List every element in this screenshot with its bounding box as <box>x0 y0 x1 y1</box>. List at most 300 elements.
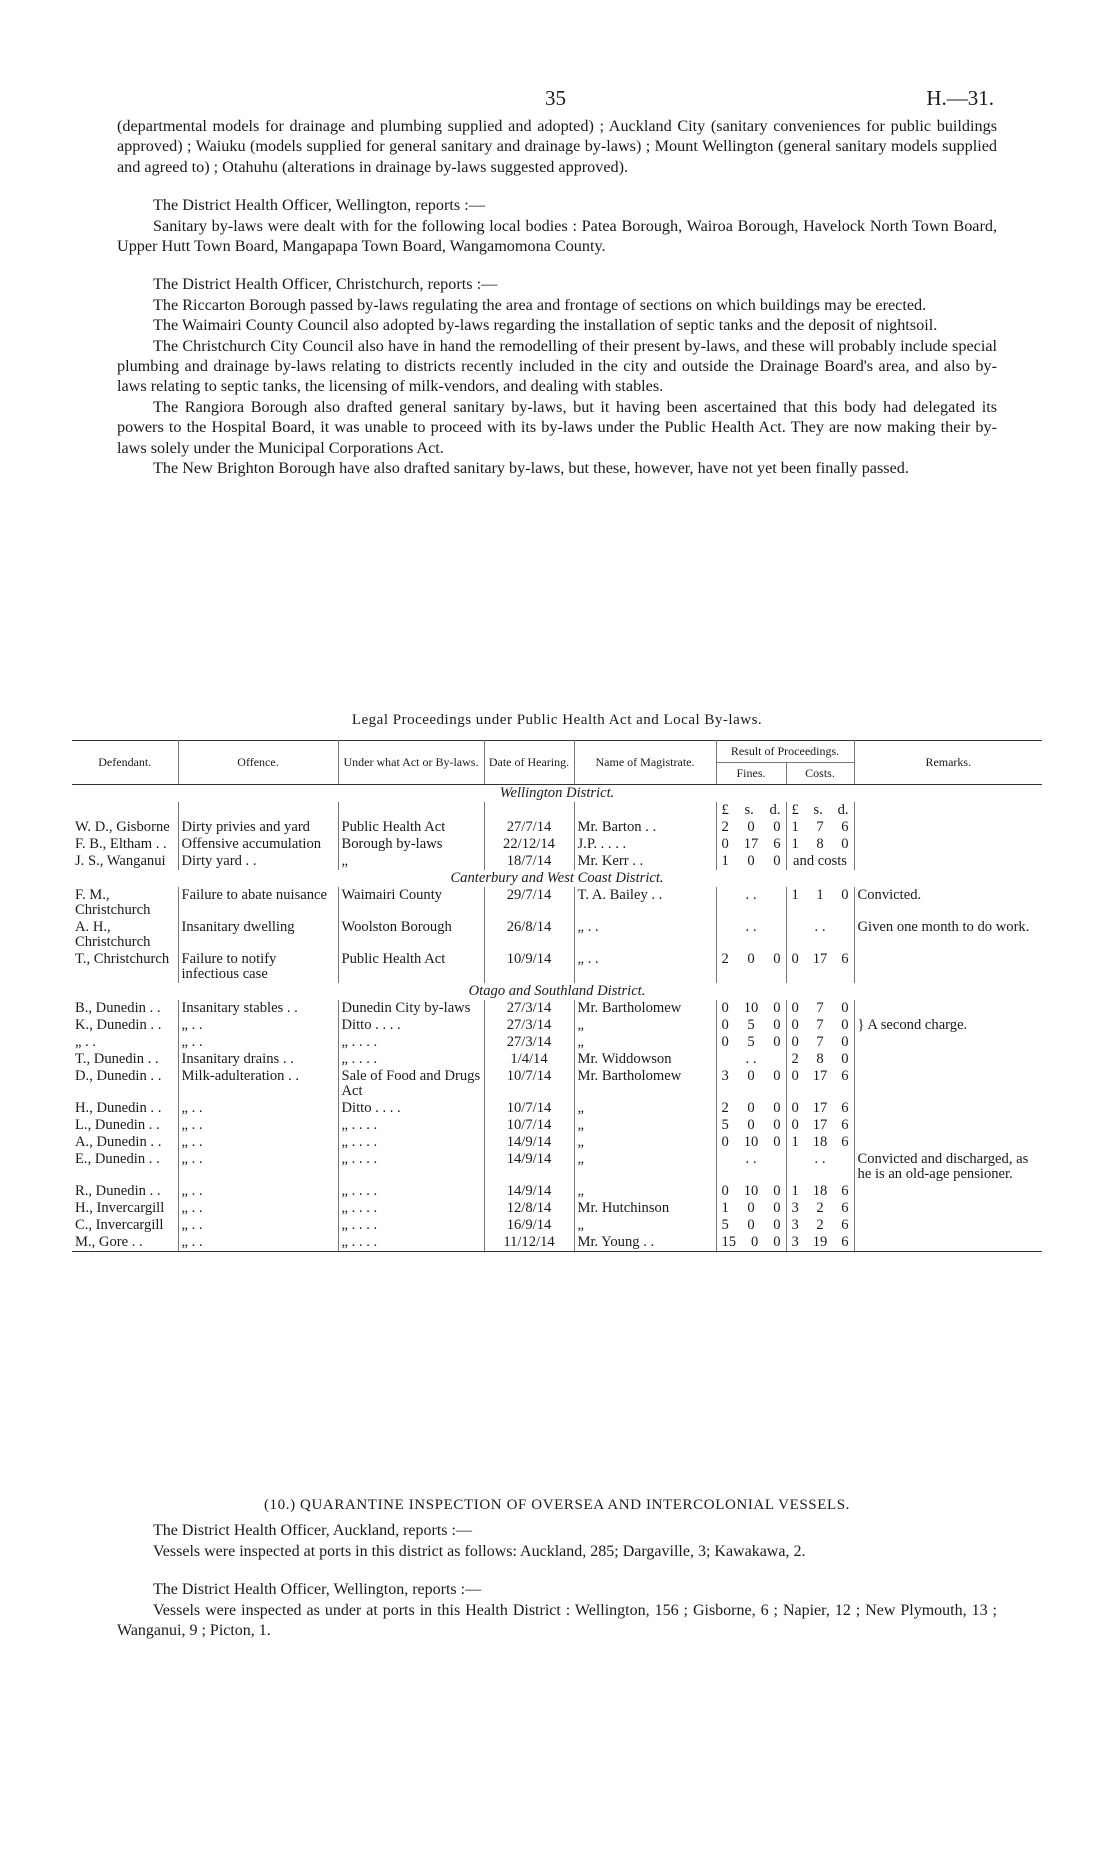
cell-costs <box>786 1234 854 1252</box>
unit-label: £ <box>791 802 799 818</box>
amount-part: 0 <box>773 1217 781 1233</box>
section-title: (10.) QUARANTINE INSPECTION OF OVERSEA AND INTERCOLONIAL VESSELS. <box>263 1497 851 1513</box>
cell-defendant: J. S., Wanganui <box>75 853 166 869</box>
cell-magistrate: Mr. Barton . . <box>574 819 716 836</box>
amount-part: 17 <box>743 836 759 852</box>
amount-part: 0 <box>773 951 781 967</box>
amount-part: 0 <box>841 1034 849 1050</box>
amount-part: 19 <box>812 1234 828 1250</box>
amount-part: 5 <box>747 1034 755 1050</box>
cell-act: „ . . . . <box>338 1183 484 1200</box>
cell-fines <box>716 1000 786 1017</box>
amount-part: 0 <box>791 1017 799 1033</box>
cell-act: Public Health Act <box>338 819 484 836</box>
amount-part: 7 <box>816 1017 824 1033</box>
units-cell <box>574 802 716 819</box>
amount-part: 15 <box>721 1234 737 1250</box>
table-row <box>72 1117 1042 1134</box>
amount-part: 17 <box>812 1068 828 1084</box>
table-row <box>72 1134 1042 1151</box>
cell-remarks <box>854 819 1042 836</box>
cell-date: 27/3/14 <box>484 1000 574 1017</box>
cell-act: Public Health Act <box>338 951 484 983</box>
district-heading-row <box>72 785 1042 803</box>
cell-date: 26/8/14 <box>484 919 574 951</box>
cell-remarks <box>854 1134 1042 1151</box>
cell-act: „ . . . . <box>338 1117 484 1134</box>
amount-part: 0 <box>773 853 781 869</box>
amount-part: 0 <box>721 1034 729 1050</box>
cell-fines <box>716 1234 786 1252</box>
cell-offence: „ . . <box>178 1200 338 1217</box>
cell-fines <box>716 1134 786 1151</box>
amount-part: 2 <box>791 1051 799 1067</box>
cell-fines <box>716 1183 786 1200</box>
cell-costs <box>786 951 854 983</box>
cell-magistrate: „ <box>574 1134 716 1151</box>
amount-part: 0 <box>751 1234 759 1250</box>
cell-offence: Milk-adulteration . . <box>178 1068 338 1100</box>
cell-magistrate: „ . . <box>574 951 716 983</box>
amount-part: 0 <box>721 1134 729 1150</box>
cell-costs <box>786 1000 854 1017</box>
cell-offence: Insanitary stables . . <box>178 1000 338 1017</box>
col-costs: Costs. <box>786 763 854 785</box>
amount-part: 0 <box>747 1100 755 1116</box>
amount-part: 1 <box>791 887 799 903</box>
cell-date: 1/4/14 <box>484 1051 574 1068</box>
col-date: Date of Hearing. <box>484 741 574 785</box>
cell-date: 14/9/14 <box>484 1151 574 1183</box>
cell-magistrate: „ <box>574 1217 716 1234</box>
cell-remarks <box>854 1234 1042 1252</box>
cell-fines <box>716 1117 786 1134</box>
cell-magistrate: Mr. Widdowson <box>574 1051 716 1068</box>
amount-part: 0 <box>773 1017 781 1033</box>
cell-fines: . . <box>716 919 786 951</box>
cell-magistrate: Mr. Kerr . . <box>574 853 716 870</box>
table-row <box>72 1183 1042 1200</box>
cell-offence: Insanitary dwelling <box>178 919 338 951</box>
cell-magistrate: J.P. . . . . <box>574 836 716 853</box>
amount-part: 0 <box>721 1000 729 1016</box>
cell-offence: Insanitary drains . . <box>178 1051 338 1068</box>
table-row <box>72 1200 1042 1217</box>
cell-magistrate: „ <box>574 1117 716 1134</box>
cell-fines <box>716 836 786 853</box>
cell-act: „ . . . . <box>338 1134 484 1151</box>
cell-date: 10/7/14 <box>484 1100 574 1117</box>
cell-date: 11/12/14 <box>484 1234 574 1252</box>
cell-date: 27/3/14 <box>484 1034 574 1051</box>
table-row <box>72 1034 1042 1051</box>
amount-part: 7 <box>816 1034 824 1050</box>
amount-part: 2 <box>721 1100 729 1116</box>
amount-part: 0 <box>791 1000 799 1016</box>
amount-part: 1 <box>791 836 799 852</box>
cell-costs <box>786 836 854 853</box>
amount-part: 0 <box>773 1000 781 1016</box>
cell-remarks <box>854 951 1042 983</box>
paragraph: The New Brighton Borough have also drafted sanitary by-laws, but these, however, have not yet been finally passed. <box>153 459 909 478</box>
cell-offence: Dirty yard . . <box>178 853 338 870</box>
by-laws-section <box>117 116 997 479</box>
amount-part: 1 <box>791 1183 799 1199</box>
cell-date: 29/7/14 <box>484 887 574 919</box>
amount-part: 18 <box>812 1134 828 1150</box>
amount-part: 6 <box>841 1117 849 1133</box>
amount-part: 0 <box>791 1117 799 1133</box>
amount-part: 5 <box>721 1217 729 1233</box>
cell-remarks <box>854 1034 1042 1051</box>
cell-act: „ . . . . <box>338 1200 484 1217</box>
cell-remarks <box>854 1100 1042 1117</box>
amount-part: 7 <box>816 819 824 835</box>
cell-defendant: T., Dunedin . . <box>75 1051 159 1067</box>
table-row <box>72 951 1042 983</box>
cell-magistrate: Mr. Bartholomew <box>574 1068 716 1100</box>
cell-magistrate: „ . . <box>574 919 716 951</box>
amount-part: 7 <box>816 1000 824 1016</box>
cell-fines <box>716 853 786 870</box>
cell-defendant: R., Dunedin . . <box>75 1183 161 1199</box>
cell-defendant: H., Invercargill <box>75 1200 165 1216</box>
cell-magistrate: Mr. Young . . <box>574 1234 716 1252</box>
col-magistrate: Name of Magistrate. <box>574 741 716 785</box>
amount-part: 0 <box>773 1034 781 1050</box>
cell-remarks <box>854 853 1042 870</box>
cell-magistrate: Mr. Bartholomew <box>574 1000 716 1017</box>
cell-date: 27/7/14 <box>484 819 574 836</box>
cell-offence: „ . . <box>178 1234 338 1252</box>
cell-act: „ . . . . <box>338 1051 484 1068</box>
cell-defendant: F. M., Christchurch <box>75 887 151 918</box>
amount-part: 0 <box>747 1217 755 1233</box>
cell-fines: . . <box>716 887 786 919</box>
amount-part: 8 <box>816 1051 824 1067</box>
cell-costs <box>786 1068 854 1100</box>
amount-part: 6 <box>841 1200 849 1216</box>
cell-fines <box>716 819 786 836</box>
amount-part: 5 <box>721 1117 729 1133</box>
cell-magistrate: „ <box>574 1100 716 1117</box>
amount-part: 0 <box>721 836 729 852</box>
amount-part: 3 <box>791 1200 799 1216</box>
table-row <box>72 1017 1042 1034</box>
cell-remarks <box>854 1068 1042 1100</box>
paragraph: The Riccarton Borough passed by-laws regulating the area and frontage of sections on which buildings may be erected. <box>153 295 927 314</box>
cell-act: „ . . . . <box>338 1034 484 1051</box>
unit-label: s. <box>744 802 754 818</box>
cell-date: 18/7/14 <box>484 853 574 870</box>
district-heading: Wellington District. <box>499 785 615 801</box>
cell-date: 12/8/14 <box>484 1200 574 1217</box>
cell-remarks <box>854 836 1042 853</box>
cell-defendant: T., Christchurch <box>75 951 170 967</box>
col-result: Result of Proceedings. <box>716 741 854 763</box>
cell-costs: . . <box>786 919 854 951</box>
paragraph: The District Health Officer, Wellington, reports :— <box>153 1581 482 1599</box>
unit-label: d. <box>837 802 849 818</box>
amount-part: 6 <box>841 819 849 835</box>
paragraph: Sanitary by-laws were dealt with for the following local bodies : Patea Borough, Wairoa Borough, Havelock North Town Board, Upper Hutt Town Board, Mangapapa Town Board, Wangamomona County. <box>117 216 997 256</box>
paragraph: (departmental models for drainage and plumbing supplied and adopted) ; Auckland City (sanitary conveniences for public buildings approved) ; Waiuku (models supplied for general sanitary and drainage by-laws) ; Mount Wellington (general sanitary models supplied and agreed to) ; Otahuhu (alterations in drainage by-laws suggested approved). <box>117 117 997 176</box>
cell-fines <box>716 1034 786 1051</box>
cell-offence: „ . . <box>178 1100 338 1117</box>
cell-offence: „ . . <box>178 1151 338 1183</box>
cell-costs <box>786 1217 854 1234</box>
unit-label: £ <box>721 802 729 818</box>
cell-act: „ <box>338 853 484 870</box>
table-row <box>72 1100 1042 1117</box>
cell-offence: Failure to abate nuisance <box>178 887 338 919</box>
amount-part: 0 <box>773 1183 781 1199</box>
cell-act: Borough by-laws <box>338 836 484 853</box>
table-row <box>72 836 1042 853</box>
cell-date: 10/7/14 <box>484 1117 574 1134</box>
amount-part: 6 <box>841 1100 849 1116</box>
amount-part: 17 <box>812 1117 828 1133</box>
cell-defendant: H., Dunedin . . <box>75 1100 162 1116</box>
amount-part: 6 <box>841 1183 849 1199</box>
units-cell <box>854 802 1042 819</box>
cell-defendant: A., Dunedin . . <box>75 1134 162 1150</box>
amount-part: 0 <box>747 1068 755 1084</box>
cell-date: 10/7/14 <box>484 1068 574 1100</box>
cell-fines <box>716 1100 786 1117</box>
amount-part: 0 <box>773 819 781 835</box>
cell-remarks: Given one month to do work. <box>854 919 1042 951</box>
cell-magistrate: „ <box>574 1034 716 1051</box>
cell-magistrate: „ <box>574 1017 716 1034</box>
cell-offence: „ . . <box>178 1017 338 1034</box>
cell-remarks: Convicted. <box>854 887 1042 919</box>
amount-part: 0 <box>747 853 755 869</box>
cell-act: Ditto . . . . <box>338 1100 484 1117</box>
amount-part: 0 <box>773 1068 781 1084</box>
amount-part: 0 <box>773 1200 781 1216</box>
table-header-row <box>72 741 1042 763</box>
paragraph: The Christchurch City Council also have in hand the remodelling of their present by-laws, and these will probably include special plumbing and drainage by-laws relating to districts recently included in the city and outside the Drainage Board's area, and also by-laws relating to septic tanks, the licensing of milk-vendors, and dealing with stables. <box>117 336 997 396</box>
cell-offence: Failure to notify infectious case <box>178 951 338 983</box>
units-cell <box>72 802 178 819</box>
amount-part: 2 <box>816 1217 824 1233</box>
cell-costs <box>786 1134 854 1151</box>
amount-part: 0 <box>841 1051 849 1067</box>
cell-fines <box>716 1068 786 1100</box>
table-row <box>72 1051 1042 1068</box>
amount-part: 0 <box>721 1183 729 1199</box>
amount-part: 0 <box>841 836 849 852</box>
cell-costs <box>786 1183 854 1200</box>
cell-offence: „ . . <box>178 1117 338 1134</box>
cell-fines <box>716 1200 786 1217</box>
amount-part: 1 <box>791 819 799 835</box>
cell-date: 14/9/14 <box>484 1134 574 1151</box>
table-row <box>72 819 1042 836</box>
district-heading: Canterbury and West Coast District. <box>450 870 664 886</box>
amount-part: 0 <box>841 1017 849 1033</box>
cell-fines <box>716 951 786 983</box>
table-row <box>72 887 1042 919</box>
amount-part: 0 <box>747 819 755 835</box>
amount-part: 3 <box>791 1234 799 1250</box>
amount-part: 1 <box>721 853 729 869</box>
cell-magistrate: „ <box>574 1183 716 1200</box>
amount-part: 0 <box>791 951 799 967</box>
amount-part: 0 <box>721 1017 729 1033</box>
cell-remarks <box>854 1051 1042 1068</box>
cell-offence: Dirty privies and yard <box>178 819 338 836</box>
cell-fines: . . <box>716 1051 786 1068</box>
cell-defendant: M., Gore . . <box>72 1234 178 1252</box>
amount-part: 3 <box>791 1217 799 1233</box>
cell-defendant: B., Dunedin . . <box>75 1000 161 1016</box>
cell-date: 14/9/14 <box>484 1183 574 1200</box>
amount-part: 3 <box>721 1068 729 1084</box>
cell-defendant: C., Invercargill <box>75 1217 164 1233</box>
cell-costs <box>786 1100 854 1117</box>
cell-remarks <box>854 1200 1042 1217</box>
col-remarks: Remarks. <box>854 741 1042 785</box>
cell-offence: „ . . <box>178 1034 338 1051</box>
cell-costs <box>786 1034 854 1051</box>
unit-label: s. <box>813 802 823 818</box>
cell-date: 10/9/14 <box>484 951 574 983</box>
district-heading: Otago and Southland District. <box>468 983 646 999</box>
document-reference: H.—31. <box>926 86 994 110</box>
amount-part: 18 <box>812 1183 828 1199</box>
paragraph: The Waimairi County Council also adopted by-laws regarding the installation of septic tanks and the deposit of nightsoil. <box>153 316 938 335</box>
table-row <box>72 919 1042 951</box>
cell-defendant: F. B., Eltham . . <box>75 836 167 852</box>
cell-magistrate: „ <box>574 1151 716 1183</box>
district-heading-row <box>72 983 1042 1000</box>
cell-remarks: } A second charge. <box>854 1017 1042 1034</box>
cell-defendant: „ . . <box>75 1034 97 1050</box>
amount-part: 10 <box>743 1183 759 1199</box>
cell-act: Woolston Borough <box>338 919 484 951</box>
cell-remarks <box>854 1217 1042 1234</box>
table-row <box>72 1151 1042 1183</box>
cell-defendant: K., Dunedin . . <box>75 1017 162 1033</box>
amount-part: 2 <box>816 1200 824 1216</box>
units-row <box>72 802 1042 819</box>
table-row <box>72 1217 1042 1234</box>
cell-offence: „ . . <box>178 1217 338 1234</box>
cell-remarks <box>854 1117 1042 1134</box>
units-cell <box>786 802 854 819</box>
cell-fines <box>716 1017 786 1034</box>
cell-act: „ . . . . <box>338 1151 484 1183</box>
cell-act: Sale of Food and Drugs Act <box>338 1068 484 1100</box>
cell-costs <box>786 1051 854 1068</box>
district-heading-row <box>72 870 1042 887</box>
page-number: 35 <box>545 86 566 110</box>
col-fines: Fines. <box>716 763 786 785</box>
amount-part: 0 <box>791 1034 799 1050</box>
amount-part: 6 <box>841 1234 849 1250</box>
cell-date: 27/3/14 <box>484 1017 574 1034</box>
cell-fines: . . <box>716 1151 786 1183</box>
table-row <box>72 1234 1042 1252</box>
amount-part: 0 <box>747 1117 755 1133</box>
units-cell <box>338 802 484 819</box>
quarantine-section <box>117 1495 997 1641</box>
cell-date: 22/12/14 <box>484 836 574 853</box>
amount-part: 1 <box>791 1134 799 1150</box>
cell-costs: and costs <box>786 853 854 870</box>
amount-part: 17 <box>812 1100 828 1116</box>
amount-part: 0 <box>773 1134 781 1150</box>
amount-part: 2 <box>721 819 729 835</box>
amount-part: 6 <box>841 951 849 967</box>
cell-costs <box>786 1017 854 1034</box>
cell-remarks <box>854 1000 1042 1017</box>
cell-defendant: A. H., Christchurch <box>75 919 151 950</box>
cell-magistrate: T. A. Bailey . . <box>574 887 716 919</box>
units-cell <box>716 802 786 819</box>
cell-costs <box>786 819 854 836</box>
amount-part: 0 <box>773 1100 781 1116</box>
amount-part: 0 <box>747 1200 755 1216</box>
cell-magistrate: Mr. Hutchinson <box>574 1200 716 1217</box>
cell-offence: „ . . <box>178 1183 338 1200</box>
amount-part: 2 <box>721 951 729 967</box>
table-body <box>72 785 1042 1252</box>
cell-costs <box>786 1200 854 1217</box>
amount-part: 5 <box>747 1017 755 1033</box>
amount-part: 10 <box>743 1134 759 1150</box>
cell-defendant: L., Dunedin . . <box>75 1117 160 1133</box>
amount-part: 0 <box>773 1117 781 1133</box>
cell-act: „ . . . . <box>338 1234 484 1252</box>
amount-part: 6 <box>773 836 781 852</box>
cell-act: Dunedin City by-laws <box>338 1000 484 1017</box>
units-cell <box>178 802 338 819</box>
table-row <box>72 853 1042 870</box>
table-row <box>72 1000 1042 1017</box>
cell-defendant: E., Dunedin . . <box>75 1151 160 1167</box>
cell-date: 16/9/14 <box>484 1217 574 1234</box>
cell-remarks: Convicted and discharged, as he is an old-age pensioner. <box>854 1151 1042 1183</box>
cell-fines <box>716 1217 786 1234</box>
table-title: Legal Proceedings under Public Health Act and Local By-laws. <box>351 712 763 728</box>
amount-part: 6 <box>841 1134 849 1150</box>
col-offence: Offence. <box>178 741 338 785</box>
cell-act: „ . . . . <box>338 1217 484 1234</box>
units-cell <box>484 802 574 819</box>
paragraph: The Rangiora Borough also drafted general sanitary by-laws, but it having been ascertained that this body had delegated its powers to the Hospital Board, it was unable to proceed with its by-laws under the Public Health Act. They are now making their by-laws solely under the Municipal Corporations Act. <box>117 397 997 457</box>
cell-costs <box>786 1117 854 1134</box>
table-row <box>72 1068 1042 1100</box>
cell-act: Waimairi County <box>338 887 484 919</box>
paragraph: The District Health Officer, Auckland, reports :— <box>153 1522 472 1540</box>
cell-offence: Offensive accumulation <box>178 836 338 853</box>
amount-part: 6 <box>841 1217 849 1233</box>
amount-part: 10 <box>743 1000 759 1016</box>
paragraph: Vessels were inspected as under at ports in this Health District : Wellington, 156 ; Gisborne, 6 ; Napier, 12 ; New Plymouth, 13 ; Wanganui, 9 ; Picton, 1. <box>117 1601 997 1640</box>
cell-defendant: W. D., Gisborne <box>75 819 170 835</box>
amount-part: 1 <box>721 1200 729 1216</box>
amount-part: 17 <box>812 951 828 967</box>
amount-part: 0 <box>791 1100 799 1116</box>
amount-part: 8 <box>816 836 824 852</box>
col-defendant: Defendant. <box>72 741 178 785</box>
cell-defendant: D., Dunedin . . <box>75 1068 162 1084</box>
amount-part: 0 <box>747 951 755 967</box>
amount-part: 0 <box>773 1234 781 1250</box>
